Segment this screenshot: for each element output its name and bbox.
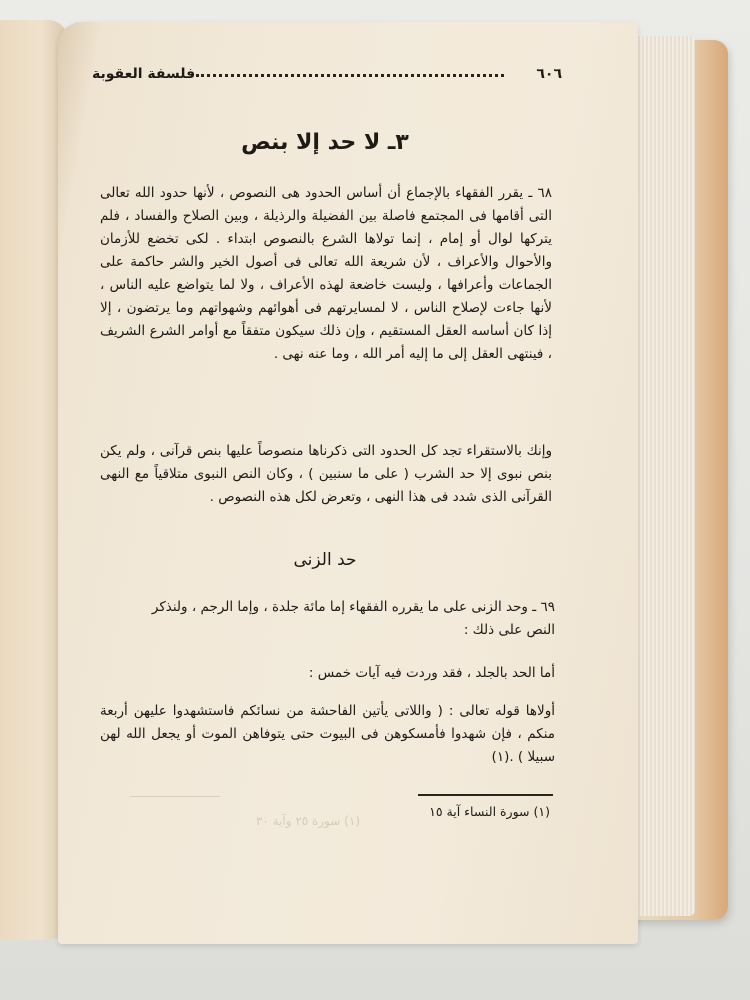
- bleed-through-footnote: (١) سورة ٢٥ وآية ٣٠: [255, 814, 360, 828]
- paragraph-3: [100, 596, 555, 642]
- bleed-through-rule: [130, 796, 220, 797]
- paragraph-3-line-2: النص على ذلك :: [463, 622, 555, 638]
- running-title: فلسفة العقوبة: [92, 66, 196, 82]
- page-header: [92, 66, 562, 90]
- paragraph-1: ٦٨ ـ يقرر الفقهاء بالإجماع أن أساس الحدود هى النصوص ، لأنها حدود الله تعالى التى أقامها فى المجتمع فاصلة بين الفضيلة والرذيلة ، وبين الصلاح والفساد ، فلم يتركها لوال أو إمام ، إنما تولاها الشرع بالنصوص ابتداء . لكى تخضع للأزمان والأحوال والأعراف ، لأن شريعة الله تعالى فى أصول الخير والشر حاكمة على الجماعات وأعرافها ، وليست خاضعة لهذه الأعراف ، ولا لما يتواضع عليه الناس ، لأنها جاءت لإصلاح الناس ، لا لمسايرتهم فى أهوائهم وشهواتهم وما يرتضون ، إلا إذا كان أساسه العقل المستقيم ، وإن ذلك سيكون متفقاً مع أوامر الشرع الشريف ، فينتهى العقل إلى ما إليه أمر الله ، وما عنه نهى .: [100, 185, 552, 362]
- page-number: ٦٠٦: [536, 66, 562, 82]
- paragraph-2: وإنك بالاستقراء تجد كل الحدود التى ذكرناها منصوصاً عليها بنص قرآنى ، ولم يكن بنص نبوى إلا حد الشرب ( على ما سنبين ) ، وكان النص النبوى متلاقياً مع النهى القرآنى الذى شدد فى هذا النهى ، وتعرض لكل هذه النصوص .: [100, 443, 552, 505]
- paragraph-4: أما الحد بالجلد ، فقد وردت فيه آيات خمس :: [308, 665, 555, 681]
- footnote-rule: [418, 794, 553, 796]
- paragraph-3-line-1: ٦٩ ـ وحد الزنى على ما يقرره الفقهاء إما مائة جلدة ، وإما الرجم ، ولنذكر: [151, 599, 555, 615]
- paragraph-5: أولاها قوله تعالى : ( واللاتى يأتين الفاحشة من نسائكم فاستشهدوا عليهن أربعة منكم ، فإن شهدوا فأمسكوهن فى البيوت حتى يتوفاهن الموت أو يجعل الله لهن سبيلا ) .(١): [100, 703, 555, 765]
- header-dotted-leader: [196, 74, 504, 77]
- subheading: حد الزنى: [293, 550, 357, 570]
- footnote: (١) سورة النساء آية ١٥: [429, 804, 550, 819]
- section-title: ٣ـ لا حد إلا بنص: [241, 130, 409, 155]
